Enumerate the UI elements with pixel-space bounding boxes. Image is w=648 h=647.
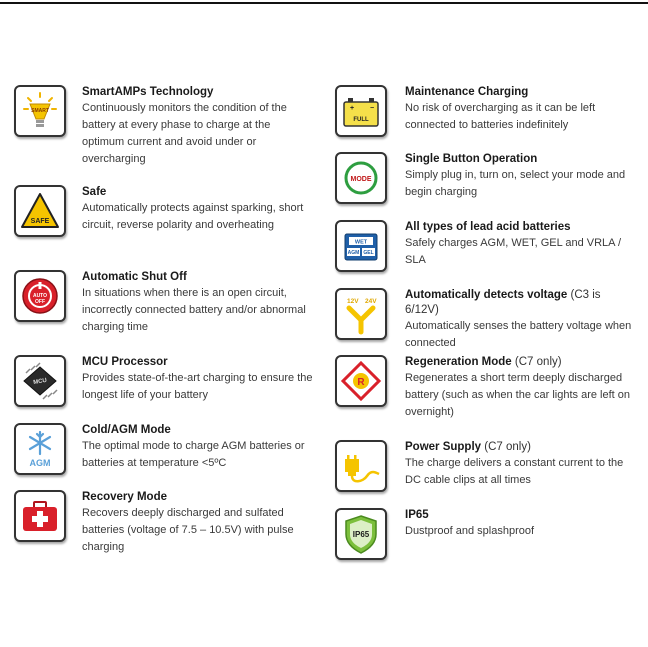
feature-title: Maintenance Charging (405, 86, 529, 98)
feature-title: Automatic Shut Off (82, 271, 187, 283)
chip-icon (14, 355, 66, 407)
feature-title: IP65 (405, 509, 429, 521)
feature-title: All types of lead acid batteries (405, 221, 571, 233)
feature-title: Cold/AGM Mode (82, 424, 171, 436)
battery-types-icon (335, 220, 387, 272)
feature-title: SmartAMPs Technology (82, 86, 214, 98)
ip65-shield-icon (335, 508, 387, 560)
svg-text:WET: WET (354, 239, 368, 246)
snowflake-icon (14, 423, 66, 475)
svg-text:MODE: MODE (350, 176, 372, 183)
lightbulb-icon (14, 85, 66, 137)
svg-text:AGM: AGM (29, 458, 51, 468)
top-rule (0, 2, 648, 4)
feature-description: Simply plug in, turn on, select your mode and begin charging (405, 169, 626, 198)
feature-title: Power Supply (C7 only) (405, 441, 531, 453)
first-aid-icon (14, 490, 66, 542)
auto-off-icon (14, 270, 66, 322)
svg-text:12V: 12V (347, 298, 359, 305)
feature-title: Recovery Mode (82, 491, 168, 503)
svg-text:MCU: MCU (32, 377, 48, 387)
feature-description: Automatically protects against sparking, short circuit, reverse polarity and overheating (82, 202, 304, 231)
feature-description: No risk of overcharging as it can be left connected to batteries indefinitely (405, 102, 596, 131)
safe-warning-icon (14, 185, 66, 237)
svg-text:FULL: FULL (353, 117, 369, 123)
feature-description: The optimal mode to charge AGM batteries or batteries at temperature <5ºC (82, 440, 305, 469)
feature-description: Automatically senses the battery voltage when connected (405, 320, 632, 349)
feature-title: Safe (82, 186, 107, 198)
svg-text:AUTO: AUTO (32, 293, 48, 299)
svg-text:24V: 24V (365, 298, 377, 305)
feature-description: Safely charges AGM, WET, GEL and VRLA / SLA (405, 237, 622, 266)
mode-button-icon (335, 152, 387, 204)
svg-text:OFF: OFF (35, 299, 45, 305)
feature-title: Regeneration Mode (C7 only) (405, 356, 562, 368)
svg-text:SMART: SMART (31, 108, 49, 114)
svg-text:IP65: IP65 (352, 530, 370, 539)
feature-title: MCU Processor (82, 356, 168, 368)
regeneration-icon (335, 355, 387, 407)
feature-description: Provides state-of-the-art charging to ensure the longest life of your battery (82, 372, 313, 401)
voltage-detect-icon (335, 288, 387, 340)
feature-title: Automatically detects voltage (C3 is 6/12V) (405, 289, 601, 316)
svg-text:R: R (357, 377, 365, 388)
feature-description: Continuously monitors the condition of the battery at every phase to charge at the optimum current and avoid under or overcharging (82, 102, 287, 165)
svg-text:−: − (370, 105, 375, 112)
feature-description: The charge delivers a constant current to the DC cable clips at all times (405, 457, 624, 486)
svg-text:+: + (350, 105, 355, 112)
feature-description: Recovers deeply discharged and sulfated batteries (voltage of 7.5 – 10.5V) with pulse charging (82, 507, 294, 553)
battery-full-icon (335, 85, 387, 137)
feature-description: In situations when there is an open circuit, incorrectly connected battery and/or abnormal charging time (82, 287, 306, 333)
feature-title: Single Button Operation (405, 153, 538, 165)
feature-description: Regenerates a short term deeply discharged battery (such as when the car lights are left on overnight) (405, 372, 631, 418)
svg-text:GEL: GEL (363, 250, 374, 256)
svg-text:AGM: AGM (347, 250, 360, 256)
power-supply-icon (335, 440, 387, 492)
svg-text:SAFE: SAFE (30, 218, 50, 225)
feature-description: Dustproof and splashproof (405, 525, 535, 537)
